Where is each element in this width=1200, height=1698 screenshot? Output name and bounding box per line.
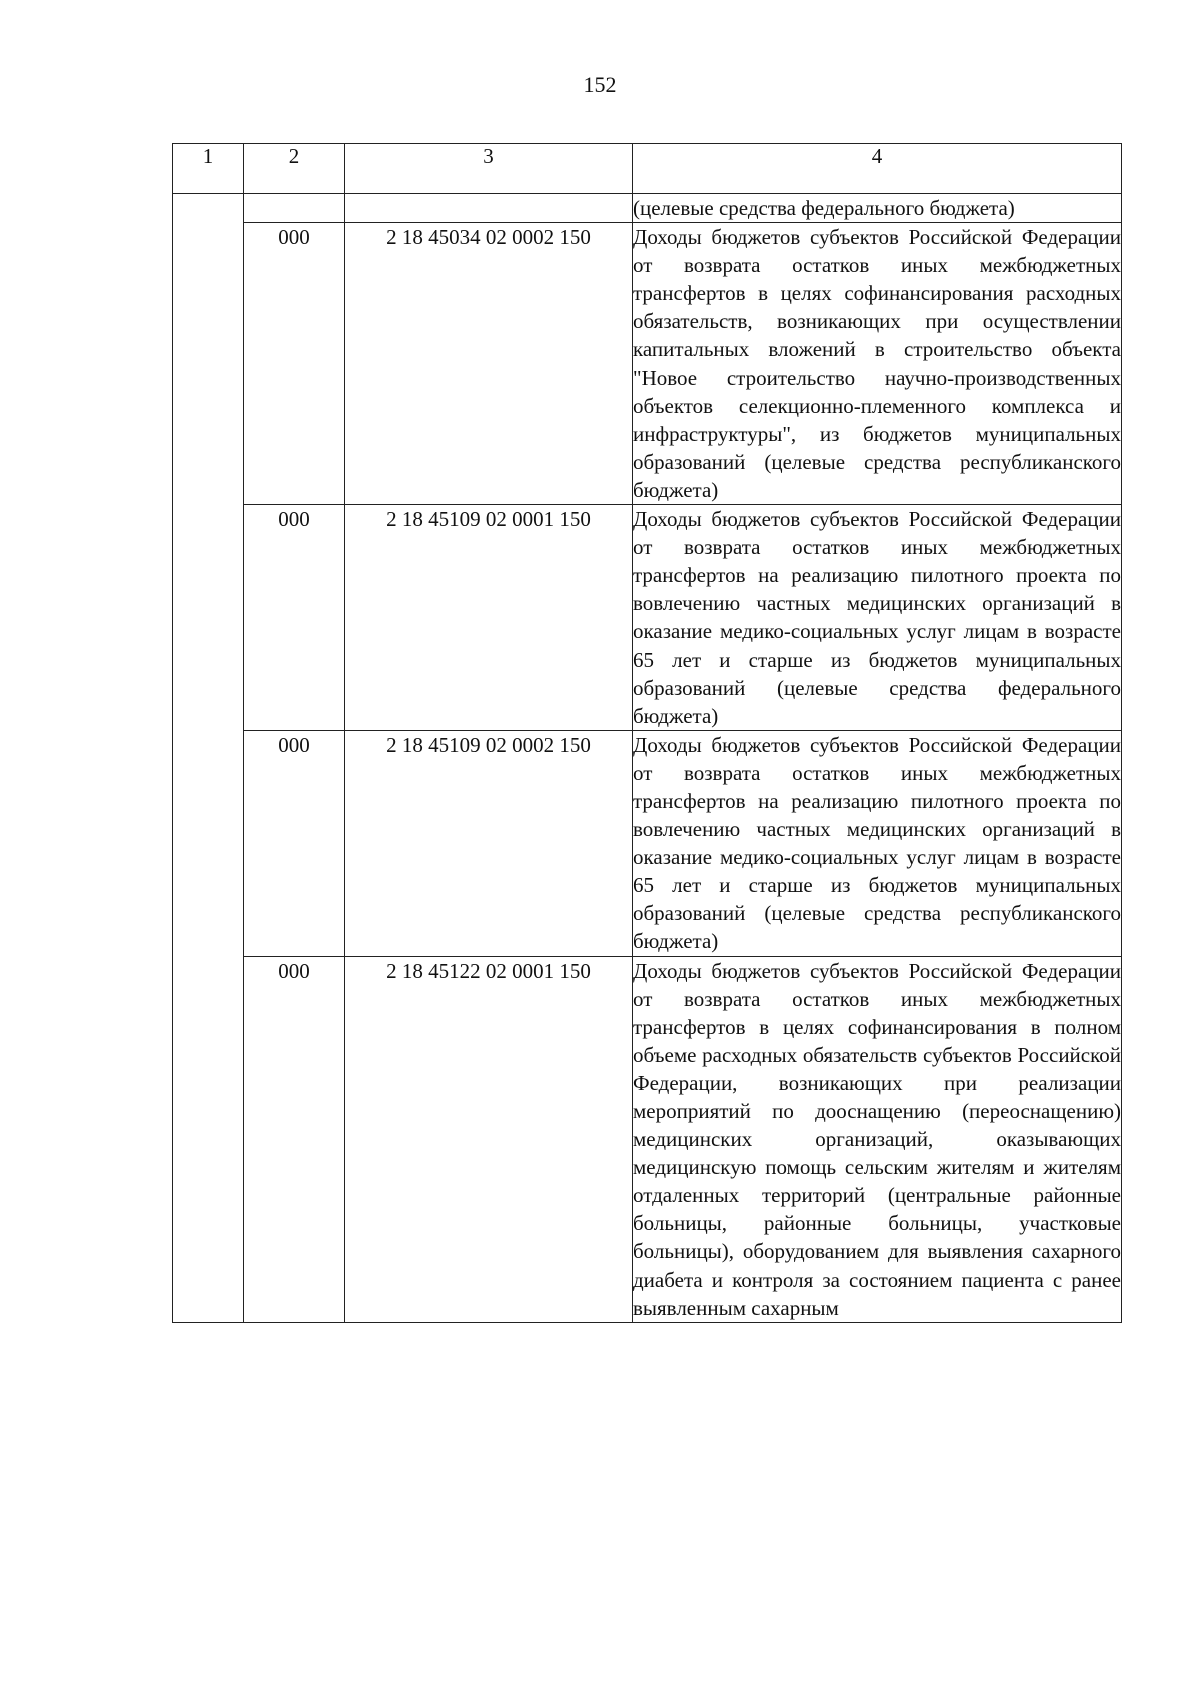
- table-row-continuation: [173, 194, 1122, 223]
- empty-admin-cell: [244, 194, 345, 223]
- page-number: 152: [583, 72, 617, 97]
- admin-code-cell: 000: [244, 730, 345, 956]
- header-col-1: 1: [173, 144, 244, 194]
- header-col-3: 3: [345, 144, 633, 194]
- continuation-text: (целевые средства федерального бюджета): [633, 194, 1122, 223]
- revenue-code-cell: 2 18 45109 02 0002 150: [345, 730, 633, 956]
- admin-code-cell: 000: [244, 505, 345, 731]
- table-row: [173, 505, 1122, 731]
- revenue-codes-table: [172, 143, 1122, 1323]
- revenue-code-cell: 2 18 45109 02 0001 150: [345, 505, 633, 731]
- revenue-code-cell: 2 18 45122 02 0001 150: [345, 956, 633, 1322]
- admin-code-cell: 000: [244, 223, 345, 505]
- description-cell: Доходы бюджетов субъектов Российской Федерации от возврата остатков иных межбюджетных трансфертов на реализацию пилотного проекта по вовлечению частных медицинских организаций в оказание медико-социальных услуг лицам в возрасте 65 лет и старше из бюджетов муниципальных образований (целевые средства федерального бюджета): [633, 505, 1122, 731]
- header-col-2: 2: [244, 144, 345, 194]
- table-header-row: [173, 144, 1122, 194]
- admin-code-cell: 000: [244, 956, 345, 1322]
- description-cell: Доходы бюджетов субъектов Российской Федерации от возврата остатков иных межбюджетных трансфертов на реализацию пилотного проекта по вовлечению частных медицинских организаций в оказание медико-социальных услуг лицам в возрасте 65 лет и старше из бюджетов муниципальных образований (целевые средства республиканского бюджета): [633, 730, 1122, 956]
- empty-col-1-cell: [173, 194, 244, 1323]
- empty-code-cell: [345, 194, 633, 223]
- description-cell: Доходы бюджетов субъектов Российской Федерации от возврата остатков иных межбюджетных трансфертов в целях софинансирования расходных обязательств, возникающих при осуществлении капитальных вложений в строительство объекта "Новое строительство научно-производственных объектов селекционно-племенного комплекса и инфраструктуры", из бюджетов муниципальных образований (целевые средства республиканского бюджета): [633, 223, 1122, 505]
- table-row: [173, 730, 1122, 956]
- revenue-code-cell: 2 18 45034 02 0002 150: [345, 223, 633, 505]
- header-col-4: 4: [633, 144, 1122, 194]
- table-row: [173, 223, 1122, 505]
- table-row: [173, 956, 1122, 1322]
- description-cell: Доходы бюджетов субъектов Российской Федерации от возврата остатков иных межбюджетных трансфертов в целях софинансирования в полном объеме расходных обязательств субъектов Российской Федерации, возникающих при реализации мероприятий по дооснащению (переоснащению) медицинских организаций, оказывающих медицинскую помощь сельским жителям и жителям отдаленных территорий (центральные районные больницы, районные больницы, участковые больницы), оборудованием для выявления сахарного диабета и контроля за состоянием пациента с ранее выявленным сахарным: [633, 956, 1122, 1322]
